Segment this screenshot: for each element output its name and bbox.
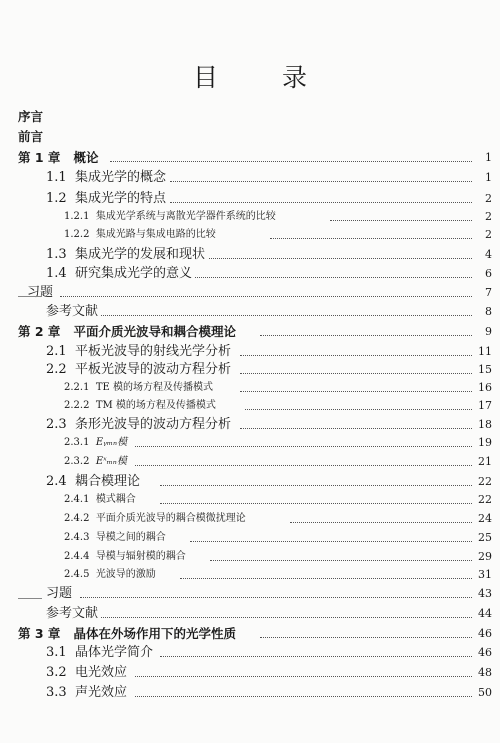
leader-dots [135,465,474,466]
toc-page-number: 19 [472,433,492,453]
toc-entry-text: 1.1 集成光学的概念 [46,168,169,188]
toc-chapter-3[interactable] [0,624,500,644]
toc-entry-text: 2.3.2 Eˣₘₙ模 [64,452,130,472]
toc-entry-text: 2.3.1 Eᵧₘₙ模 [64,433,130,453]
toc-entry-text: 2.3 条形光波导的波动方程分析 [46,415,234,435]
leader-dots [60,296,474,297]
toc-page-number: 46 [472,643,492,663]
leader-dots [290,522,474,523]
toc-entry-text: 1.2.1 集成光学系统与离散光学器件系统的比较 [64,207,279,227]
toc-section-2-2[interactable] [0,360,500,380]
toc-entry-text: 1.3 集成光学的发展和现状 [46,245,208,265]
toc-section-1-1[interactable] [0,168,500,188]
toc-entry-text: 3.1 晶体光学简介 [46,643,156,663]
leader-dots [240,373,474,374]
toc-page-number: 2 [472,207,492,227]
leader-dots [160,503,474,504]
toc-entry-text: 2.1 平板光波导的射线光学分析 [46,342,234,362]
toc-page-number: 8 [472,302,492,322]
leader-dots [160,656,474,657]
toc-page-number: 43 [472,584,492,604]
toc-front-label: 前言 [18,127,46,147]
toc-page-number: 24 [472,509,492,529]
toc-section-3-2[interactable] [0,663,500,683]
toc-page-number: 1 [472,168,492,188]
toc-subsection-2-4-1[interactable] [0,490,500,510]
toc-subsection-1-2-2[interactable] [0,225,500,245]
page-title: 目 录 [193,63,335,92]
leader-dots [240,428,474,429]
toc-page-number: 22 [472,490,492,510]
toc-page-number: 15 [472,360,492,380]
leader-dots [135,446,474,447]
toc-entry-text: 2.4.2 平面介质光波导的耦合模微扰理论 [64,509,249,529]
toc-references-2[interactable] [0,604,500,624]
toc-entry-text: 2.2.2 TM 模的场方程及传播模式 [64,396,219,416]
leader-dots [170,202,474,203]
toc-subsection-2-4-3[interactable] [0,528,500,548]
toc-front-label: 序言 [18,107,46,127]
toc-entry-text: 习题 [27,283,56,303]
toc-page-number: 29 [472,547,492,567]
leader-dots [260,637,474,638]
toc-exercises-2[interactable] [0,584,500,604]
section-divider [18,296,42,297]
toc-page-number: 17 [472,396,492,416]
toc-section-2-3[interactable] [0,415,500,435]
leader-dots [270,238,474,239]
toc-subsection-2-3-1[interactable] [0,433,500,453]
toc-front-preface[interactable] [0,107,500,127]
toc-entry-text: 参考文献 [46,604,101,624]
toc-subsection-2-4-5[interactable] [0,565,500,585]
toc-entry-text: 第 2 章 平面介质光波导和耦合模理论 [18,322,239,342]
toc-page-number: 22 [472,472,492,492]
toc-entry-text: 第 3 章 晶体在外场作用下的光学性质 [18,624,239,644]
toc-page-number: 9 [472,322,492,342]
leader-dots [100,315,474,316]
toc-section-1-3[interactable] [0,245,500,265]
toc-entry-text: 2.4.3 导模之间的耦合 [64,528,169,548]
toc-page-number: 7 [472,283,492,303]
leader-dots [190,541,474,542]
leader-dots [210,560,474,561]
toc-chapter-2[interactable] [0,322,500,342]
toc-front-foreword[interactable] [0,127,500,147]
toc-page-number: 18 [472,415,492,435]
toc-page-number: 31 [472,565,492,585]
toc-page-number: 6 [472,264,492,284]
section-divider [18,598,42,599]
toc-page-number: 2 [472,225,492,245]
toc-entry-text: 1.2.2 集成光路与集成电路的比较 [64,225,219,245]
toc-entry-text: 2.4.4 导模与辐射模的耦合 [64,547,189,567]
toc-page-number: 2 [472,189,492,209]
toc-subsection-2-4-2[interactable] [0,509,500,529]
leader-dots [80,597,474,598]
toc-entry-text: 第 1 章 概论 [18,148,101,168]
toc-subsection-2-2-2[interactable] [0,396,500,416]
leader-dots [190,277,474,278]
toc-entry-text: 参考文献 [46,302,101,322]
toc-page-number: 16 [472,378,492,398]
toc-entry-text: 2.4.1 模式耦合 [64,490,139,510]
toc-entry-text: 2.4.5 光波导的激励 [64,565,159,585]
toc-entry-text: 2.2.1 TE 模的场方程及传播模式 [64,378,216,398]
leader-dots [200,258,474,259]
toc-page-number: 50 [472,683,492,703]
toc-chapter-1[interactable] [0,148,500,168]
toc-entry-text: 2.4 耦合模理论 [46,472,143,492]
toc-page-number: 11 [472,342,492,362]
toc-entry-text: 3.3 声光效应 [46,683,130,703]
toc-page-number: 48 [472,663,492,683]
toc-page-number: 44 [472,604,492,624]
toc-entry-text: 1.4 研究集成光学的意义 [46,264,195,284]
leader-dots [170,181,474,182]
leader-dots [135,696,474,697]
toc-section-2-1[interactable] [0,342,500,362]
toc-page-number: 4 [472,245,492,265]
toc-section-3-1[interactable] [0,643,500,663]
toc-entry-text: 3.2 电光效应 [46,663,130,683]
leader-dots [100,617,474,618]
leader-dots [160,485,474,486]
leader-dots [180,578,474,579]
leader-dots [110,161,474,162]
toc-page-number: 46 [472,624,492,644]
toc-subsection-2-3-2[interactable] [0,452,500,472]
leader-dots [245,409,474,410]
toc-section-1-4[interactable] [0,264,500,284]
toc-section-2-4[interactable] [0,472,500,492]
toc-subsection-2-2-1[interactable] [0,378,500,398]
leader-dots [330,220,474,221]
toc-references-1[interactable] [0,302,500,322]
toc-entry-text: 习题 [46,584,75,604]
toc-entry-text: 2.2 平板光波导的波动方程分析 [46,360,234,380]
toc-page-number: 21 [472,452,492,472]
leader-dots [260,335,474,336]
leader-dots [240,355,474,356]
toc-section-3-3[interactable] [0,683,500,703]
toc-subsection-2-4-4[interactable] [0,547,500,567]
toc-entry-text: 1.2 集成光学的特点 [46,189,169,209]
toc-page-number: 1 [472,148,492,168]
toc-section-1-2[interactable] [0,189,500,209]
toc-exercises-1[interactable] [0,283,500,303]
toc-subsection-1-2-1[interactable] [0,207,500,227]
leader-dots [240,391,474,392]
leader-dots [135,676,474,677]
toc-page-number: 25 [472,528,492,548]
